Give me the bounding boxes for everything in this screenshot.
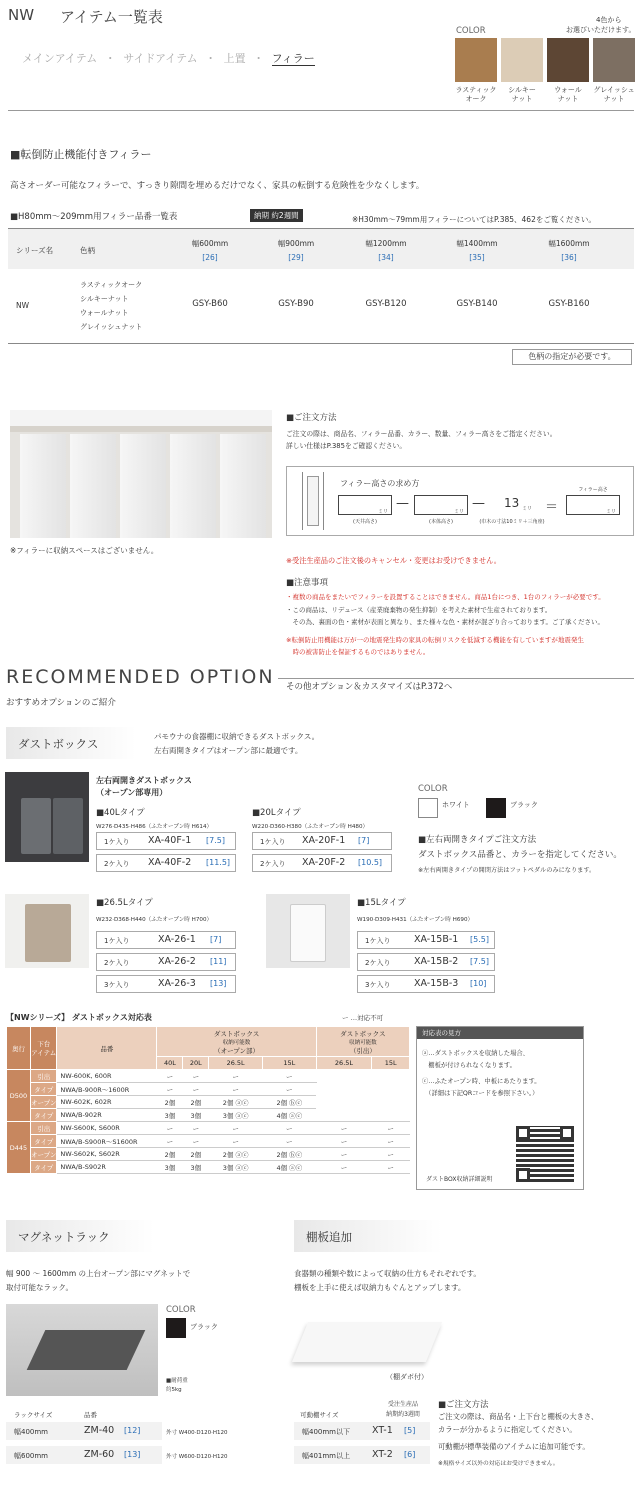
qty: 1ケ入り <box>104 838 130 846</box>
val-cell: ー <box>262 1083 316 1096</box>
filler-model: GSY-B90 <box>278 299 314 309</box>
val-cell: ー <box>183 1135 209 1148</box>
type-cell: タイプ <box>31 1135 57 1148</box>
head-depth: 奥行 <box>7 1027 31 1070</box>
head-group-open-2: 収納可能数 <box>222 1039 251 1046</box>
filler-ref-note: ※H30mm〜79mm用フィラーについてはP.385、462をご覧ください。 <box>352 215 596 224</box>
filler-model: GSY-B60 <box>192 299 228 309</box>
head-group-drawer <box>316 1027 409 1057</box>
qty: 1ケ入り <box>104 937 130 945</box>
magnet-desc: 取付可能なラック。 <box>6 1283 74 1292</box>
swatch-label: グレイッシュ <box>593 86 635 94</box>
val-cell <box>316 1070 372 1122</box>
color-label: COLOR <box>456 26 486 36</box>
qr-corner <box>516 1168 530 1182</box>
model-cell: NWA/B-900R〜1600R <box>57 1083 157 1096</box>
recommended-subtitle: おすすめオプションのご紹介 <box>6 698 116 708</box>
swatch-label: ナット <box>603 95 625 103</box>
row-series: NW <box>16 301 30 310</box>
bin <box>53 798 83 854</box>
dust-order-heading: ■左右両開きタイプご注文方法 <box>418 835 537 845</box>
size-head: 40L <box>157 1057 183 1070</box>
magnet-swatch-black <box>166 1318 186 1338</box>
qty: 1ケ入り <box>365 937 391 945</box>
val-cell: ー <box>262 1070 316 1083</box>
recommended-title: RECOMMENDED OPTION <box>6 666 275 688</box>
equals-sign: ＝ <box>545 500 559 515</box>
val-cell: 2個 <box>157 1148 183 1161</box>
bin <box>290 904 326 962</box>
shelf-order-text2: 可動棚が標準装備のアイテムに追加可能です。 <box>438 1442 590 1451</box>
type-cell: オープン <box>31 1096 57 1109</box>
width-code: [35] <box>469 253 485 262</box>
shelf-order-heading: ■ご注文方法 <box>438 1400 489 1410</box>
val-cell: 3個 ⓐⓒ <box>209 1161 263 1174</box>
shelf-heading: 棚板追加 <box>306 1230 352 1244</box>
width-code: [26] <box>202 253 218 262</box>
swatch-label: ウォール <box>554 86 582 94</box>
val-cell: 2個 <box>183 1096 209 1109</box>
size-head: 15L <box>262 1057 316 1070</box>
width-label: 幅1600mm <box>548 239 590 248</box>
dust-order-note: ※左右両開きタイプの開閉方法はフットペダルのみになります。 <box>418 867 596 874</box>
caution-line: ※転倒防止用機能は万が一の地震発生時の家具の転倒リスクを低減する機能を有していますが地震発生 <box>286 636 584 644</box>
shelf-size: 幅400mm以下 <box>302 1428 350 1436</box>
val-cell: ー <box>316 1122 372 1135</box>
val-cell: ー <box>316 1135 372 1148</box>
dustbox-photo-15l <box>266 894 350 968</box>
formula-diagram <box>302 472 324 530</box>
guide-line: （詳細は下記QRコードを参照下さい。） <box>422 1090 539 1097</box>
nav-sep: ・ <box>205 52 217 65</box>
head-item-2: アイテム <box>31 1049 57 1057</box>
model-cell: NW-S600K, S600R <box>57 1122 157 1135</box>
price: [7] <box>358 836 370 845</box>
guide-title: 対応表の見方 <box>422 1029 461 1037</box>
cabinet-door <box>170 434 216 538</box>
page-title: アイテム一覧表 <box>60 8 163 26</box>
type-dims: W190·D309·H431（ふたオープン時 H690） <box>357 917 474 923</box>
price: [7.5] <box>470 957 489 966</box>
dust-order-text: ダストボックス品番と、カラーを指定してください。 <box>418 850 622 860</box>
dust-compat-table <box>6 1026 410 1174</box>
diagram-filler <box>307 476 319 526</box>
formula-caption: (本体高さ) <box>429 519 453 525</box>
val-cell: ー <box>157 1070 183 1083</box>
price: [11] <box>210 957 227 966</box>
val-cell: 2個 ⓐⓒ <box>209 1096 263 1109</box>
type-cell: 引出 <box>31 1070 57 1083</box>
filler-model: GSY-B120 <box>365 299 407 309</box>
type-cell: オープン <box>31 1148 57 1161</box>
head-group-drawer-2: 収納可能数 <box>349 1039 377 1046</box>
caution-line: ・この商品は、リデュース（産業廃棄物の発生抑制）を考えた素材で生産されております。 <box>286 606 552 614</box>
type-dims: W220·D360·H380（ふたオープン時 H480） <box>252 824 369 830</box>
series-label: NW <box>8 6 35 24</box>
cancel-warning: ※受注生産品のご注文後のキャンセル・変更はお受けできません。 <box>286 556 501 565</box>
table-bottom-rule <box>8 343 634 344</box>
order-text: ご注文の際は、商品名、フィラー品番、カラー、数量、フィラー高さをご指定ください。 <box>286 430 557 438</box>
code: XA-26-2 <box>158 956 196 967</box>
color-note-2: お選びいただけます。 <box>566 26 636 34</box>
formula-caption: フィラー高さ <box>578 487 608 493</box>
nav-sep: ・ <box>253 52 265 65</box>
code: XA-26-1 <box>158 934 196 945</box>
magnet-heading: マグネットラック <box>18 1230 110 1244</box>
width-label: 幅900mm <box>277 239 315 248</box>
magnet-dims: 外寸 W400·D120·H120 <box>166 1430 228 1436</box>
qr-corner <box>516 1126 530 1140</box>
recommended-rule <box>278 678 634 679</box>
nav-main-items[interactable]: メインアイテム <box>22 52 98 65</box>
magnet-code: ZM-60 <box>84 1449 115 1460</box>
val-cell: ー <box>157 1135 183 1148</box>
price: [7] <box>210 935 222 944</box>
nav-sep: ・ <box>104 52 116 65</box>
val-cell: 3個 <box>157 1161 183 1174</box>
head-item-1: 下台 <box>37 1040 51 1048</box>
type-name: ■40Lタイプ <box>96 808 145 818</box>
magnet-color-name: ブラック <box>190 1323 218 1331</box>
magnet-price: [13] <box>124 1450 141 1459</box>
head-model: 品番 <box>57 1027 157 1070</box>
row-color: ウォールナット <box>80 309 129 317</box>
size-head: 15L <box>372 1057 410 1070</box>
minus-sign: — <box>472 496 485 511</box>
category-nav <box>22 50 315 66</box>
magnet-col-code: 品番 <box>84 1411 97 1419</box>
head-item <box>31 1027 57 1070</box>
recommended-right-note: その他オプション＆カスタマイズはP.372へ <box>286 682 453 692</box>
qty: 3ケ入り <box>104 981 130 989</box>
model-cell: NW-600K, 600R <box>57 1070 157 1083</box>
dustbox-desc: 左右両開きタイプはオープン部に最適です。 <box>154 746 303 755</box>
order-text: 詳しい仕様はP.385をご確認ください。 <box>286 442 407 450</box>
val-cell: 2個 <box>183 1148 209 1161</box>
filler-model: GSY-B140 <box>456 299 498 309</box>
swatch-label: ナット <box>557 95 579 103</box>
fixed-value: 13 <box>504 496 520 510</box>
val-cell: 2個 <box>157 1096 183 1109</box>
width-label: 幅1200mm <box>365 239 407 248</box>
code: XA-15B-3 <box>414 978 459 989</box>
model-cell: NWA/B-902R <box>57 1109 157 1122</box>
guide-line: ⓒ…ふたオープン時、中板にあたります。 <box>422 1078 541 1085</box>
dust-table-title: 【NWシリーズ】 ダストボックス対応表 <box>6 1013 152 1022</box>
val-cell: ー <box>262 1135 316 1148</box>
formula-caption: (天井高さ) <box>353 519 377 525</box>
magnet-load: 約5kg <box>166 1387 182 1393</box>
code: XA-20F-1 <box>302 835 346 846</box>
dustbox-heading: ダストボックス <box>18 737 99 751</box>
filler-table-title: ■H80mm〜209mm用フィラー品番一覧表 <box>10 212 178 222</box>
shelf-size: 幅401mm以上 <box>302 1452 350 1460</box>
width-label: 幅600mm <box>191 239 229 248</box>
price: [7.5] <box>206 836 225 845</box>
val-cell: ー <box>372 1135 410 1148</box>
swatch-label: ラスティック <box>455 86 497 94</box>
swatch-white-label: ホワイト <box>442 801 470 809</box>
ceiling <box>10 410 272 426</box>
cabinet-door <box>70 434 116 538</box>
code: XA-20F-2 <box>302 857 346 868</box>
swatch-black <box>486 798 506 818</box>
price: [11.5] <box>206 858 231 867</box>
shelf-desc: 食器類の種類や数によって収納の仕方もそれぞれです。 <box>294 1269 481 1278</box>
model-cell: NWA/B-S902R <box>57 1161 157 1174</box>
qty: 2ケ入り <box>365 959 391 967</box>
type-name: ■26.5Lタイプ <box>96 898 153 908</box>
code: XA-15B-2 <box>414 956 459 967</box>
nav-side-items[interactable]: サイドアイテム <box>123 52 198 65</box>
shelf-col-note: 受注生産品 <box>387 1401 418 1408</box>
unit-label: ミリ <box>378 509 389 515</box>
caution-line: ・複数の商品をまたいでフィラーを設置することはできません。商品1台につき、1台のフィラーが必要です。 <box>286 593 605 601</box>
bin <box>25 904 71 962</box>
color-swatch-silky-nut <box>501 38 543 82</box>
val-cell: 3個 <box>183 1109 209 1122</box>
swatch-label: オーク <box>465 95 487 103</box>
price: [13] <box>210 979 227 988</box>
shelf-col-size: 可動棚サイズ <box>300 1411 339 1419</box>
row-color: グレイッシュナット <box>80 323 143 331</box>
nav-top-unit[interactable]: 上置 <box>223 52 246 65</box>
head-group-open <box>157 1027 316 1057</box>
size-head: 26.5L <box>209 1057 263 1070</box>
head-group-drawer-1: ダストボックス <box>340 1029 386 1038</box>
header-divider <box>8 110 634 111</box>
code: XA-40F-1 <box>148 835 192 846</box>
dustbox-main-title: 左右両開きダストボックス <box>96 776 192 785</box>
type-cell: 引出 <box>31 1122 57 1135</box>
val-cell: ー <box>157 1122 183 1135</box>
val-cell: ー <box>157 1083 183 1096</box>
shelf-order-text: ご注文の際は、商品名・上下台と棚板の大きさ、 <box>438 1412 599 1421</box>
size-head: 26.5L <box>316 1057 372 1070</box>
formula-caption: (巾木の寸法10ミリ＋三角座) <box>479 519 545 525</box>
type-cell: タイプ <box>31 1109 57 1122</box>
nav-filler[interactable]: フィラー <box>271 52 315 65</box>
filler-table-header <box>8 229 634 269</box>
row-color: ラスティックオーク <box>80 281 143 289</box>
type-name: ■20Lタイプ <box>252 808 301 818</box>
width-code: [36] <box>561 253 577 262</box>
code: XA-40F-2 <box>148 857 192 868</box>
cabinet-door <box>220 434 266 538</box>
val-cell: ー <box>372 1148 410 1161</box>
val-cell: ー <box>209 1122 263 1135</box>
val-cell: ー <box>209 1070 263 1083</box>
qty: 2ケ入り <box>104 959 130 967</box>
qr-label: ダストBOX収納詳細説明 <box>426 1176 493 1183</box>
filler-photo <box>10 410 272 538</box>
color-swatch-rustic-oak <box>455 38 497 82</box>
val-cell: 2個 ⓑⓒ <box>262 1148 316 1161</box>
formula-title: フィラー高さの求め方 <box>340 479 420 488</box>
type-dims: W232·D368·H440（ふたオープン時 H700） <box>96 917 213 923</box>
swatch-black-label: ブラック <box>510 801 538 809</box>
price: [10.5] <box>358 858 383 867</box>
swatch-white <box>418 798 438 818</box>
qty: 3ケ入り <box>365 981 391 989</box>
shelf-order-note: ※規格サイズ以外の対応はお受けできません。 <box>438 1461 559 1467</box>
code: XA-15B-1 <box>414 934 459 945</box>
shelf-price: [5] <box>404 1426 416 1435</box>
model-cell: NW-602K, 602R <box>57 1096 157 1109</box>
price: [10] <box>470 979 487 988</box>
magnet-desc: 幅 900 〜 1600mm の上台オープン部にマグネットで <box>6 1269 191 1278</box>
color-swatch-grayish-nut <box>593 38 635 82</box>
val-cell: ー <box>372 1161 410 1174</box>
qr-code-icon[interactable] <box>516 1126 574 1182</box>
val-cell: ー <box>372 1122 410 1135</box>
shelf-price: [6] <box>404 1450 416 1459</box>
magnet-size: 幅600mm <box>14 1452 48 1460</box>
magnet-color-label: COLOR <box>166 1305 196 1315</box>
type-name: ■15Lタイプ <box>357 898 406 908</box>
color-required-note: 色柄の指定が必要です。 <box>512 349 632 365</box>
shelf-desc: 棚板を上手に使えば収納力もぐんとアップします。 <box>294 1283 466 1292</box>
qty: 2ケ入り <box>104 860 130 868</box>
color-note-1: 4色から <box>596 16 622 24</box>
magnet-dims: 外寸 W600·D120·H120 <box>166 1454 228 1460</box>
depth-d445: D445 <box>7 1122 31 1174</box>
val-cell: 3個 ⓐⓒ <box>209 1109 263 1122</box>
val-cell: 4個 ⓐⓒ <box>262 1109 316 1122</box>
cabinet-door <box>20 434 66 538</box>
shelf-photo <box>292 1322 442 1362</box>
qty: 1ケ入り <box>260 838 286 846</box>
magnet-load: ■耐荷重 <box>166 1378 188 1384</box>
dust-table-legend: ー …対応不可 <box>342 1014 384 1022</box>
filler-photo-caption: ※フィラーに収納スペースはございません。 <box>10 546 159 555</box>
caution-line: その為、裏面の色・素材が表面と異なり、また様々な色・素材が混ざり合っております。ご了承ください。 <box>286 618 604 626</box>
val-cell: ー <box>316 1161 372 1174</box>
head-group-open-3: （オープン部） <box>214 1046 259 1055</box>
qr-corner <box>560 1126 574 1140</box>
swatch-label: ナット <box>511 95 533 103</box>
lead-time-badge: 納期 約2週間 <box>250 209 303 222</box>
caution-heading: ■注意事項 <box>286 578 329 588</box>
shelf-order-text: カラーが分かるように指定してください。 <box>438 1425 577 1434</box>
type-cell: タイプ <box>31 1161 57 1174</box>
model-cell: NW-S602K, S602R <box>57 1148 157 1161</box>
type-cell: タイプ <box>31 1083 57 1096</box>
val-cell: 2個 ⓑⓒ <box>262 1096 316 1109</box>
guide-line: 棚板が付けられなくなります。 <box>422 1062 516 1069</box>
val-cell: 3個 <box>183 1161 209 1174</box>
magnet-code: ZM-40 <box>84 1425 115 1436</box>
val-cell: ー <box>183 1070 209 1083</box>
swatch-label: シルキー <box>508 86 536 94</box>
shelf-code: XT-2 <box>372 1449 393 1460</box>
row-color: シルキーナット <box>80 295 129 303</box>
col-color: 色柄 <box>80 246 95 255</box>
val-cell <box>372 1070 410 1122</box>
val-cell: ー <box>209 1135 263 1148</box>
val-cell: ー <box>183 1083 209 1096</box>
shelf-code: XT-1 <box>372 1425 393 1436</box>
unit-label: ミリ <box>606 509 617 515</box>
color-swatch-walnut <box>547 38 589 82</box>
filler-strip <box>10 426 272 432</box>
val-cell: ー <box>209 1083 263 1096</box>
dust-color-label: COLOR <box>418 784 448 794</box>
model-cell: NWA/B-S900R〜S1600R <box>57 1135 157 1148</box>
magnet-price: [12] <box>124 1426 141 1435</box>
caution-line: 時の被害防止を保証するものではありません。 <box>286 648 430 656</box>
rack <box>27 1330 146 1370</box>
filler-heading: ■転倒防止機能付きフィラー <box>10 148 152 161</box>
depth-d500: D500 <box>7 1070 31 1122</box>
val-cell: ー <box>262 1122 316 1135</box>
unit-label: ミリ <box>454 509 465 515</box>
width-label: 幅1400mm <box>456 239 498 248</box>
magnet-col-size: ラックサイズ <box>14 1411 53 1419</box>
size-head: 20L <box>183 1057 209 1070</box>
magnet-size: 幅400mm <box>14 1428 48 1436</box>
minus-sign: — <box>396 496 409 511</box>
filler-desc: 高さオーダー可能なフィラーで、すっきり隙間を埋めるだけでなく、家具の転倒する危険性を少なくします。 <box>10 181 425 191</box>
order-heading: ■ご注文方法 <box>286 413 337 423</box>
filler-model: GSY-B160 <box>548 299 590 309</box>
cabinet-door <box>120 434 166 538</box>
dustbox-desc: パモウナの食器棚に収納できるダストボックス。 <box>154 732 320 741</box>
width-code: [34] <box>378 253 394 262</box>
magnet-photo <box>6 1304 158 1396</box>
qty: 2ケ入り <box>260 860 286 868</box>
shelf-col-note: 納期約3週間 <box>386 1411 420 1418</box>
guide-line: ⓐ…ダストボックスを収納した場合、 <box>422 1050 529 1057</box>
head-group-drawer-3: （引出） <box>349 1046 376 1055</box>
head-group-open-1: ダストボックス <box>213 1029 260 1038</box>
val-cell: 4個 ⓐⓒ <box>262 1161 316 1174</box>
val-cell: 3個 <box>157 1109 183 1122</box>
col-series: シリーズ名 <box>16 246 54 255</box>
bin <box>21 798 51 854</box>
dustbox-main-title: （オープン部専用） <box>96 788 168 797</box>
shelf-caption: （棚ダボ付） <box>386 1373 428 1381</box>
dustbox-photo-26l <box>5 894 89 968</box>
unit-label: ミリ <box>522 506 533 512</box>
val-cell: ー <box>316 1148 372 1161</box>
val-cell: ー <box>183 1122 209 1135</box>
val-cell: 2個 ⓐⓒ <box>209 1148 263 1161</box>
type-dims: W276·D435·H486（ふたオープン時 H614） <box>96 824 213 830</box>
width-code: [29] <box>288 253 304 262</box>
code: XA-26-3 <box>158 978 196 989</box>
dustbox-photo-open <box>5 772 89 862</box>
price: [5.5] <box>470 935 489 944</box>
